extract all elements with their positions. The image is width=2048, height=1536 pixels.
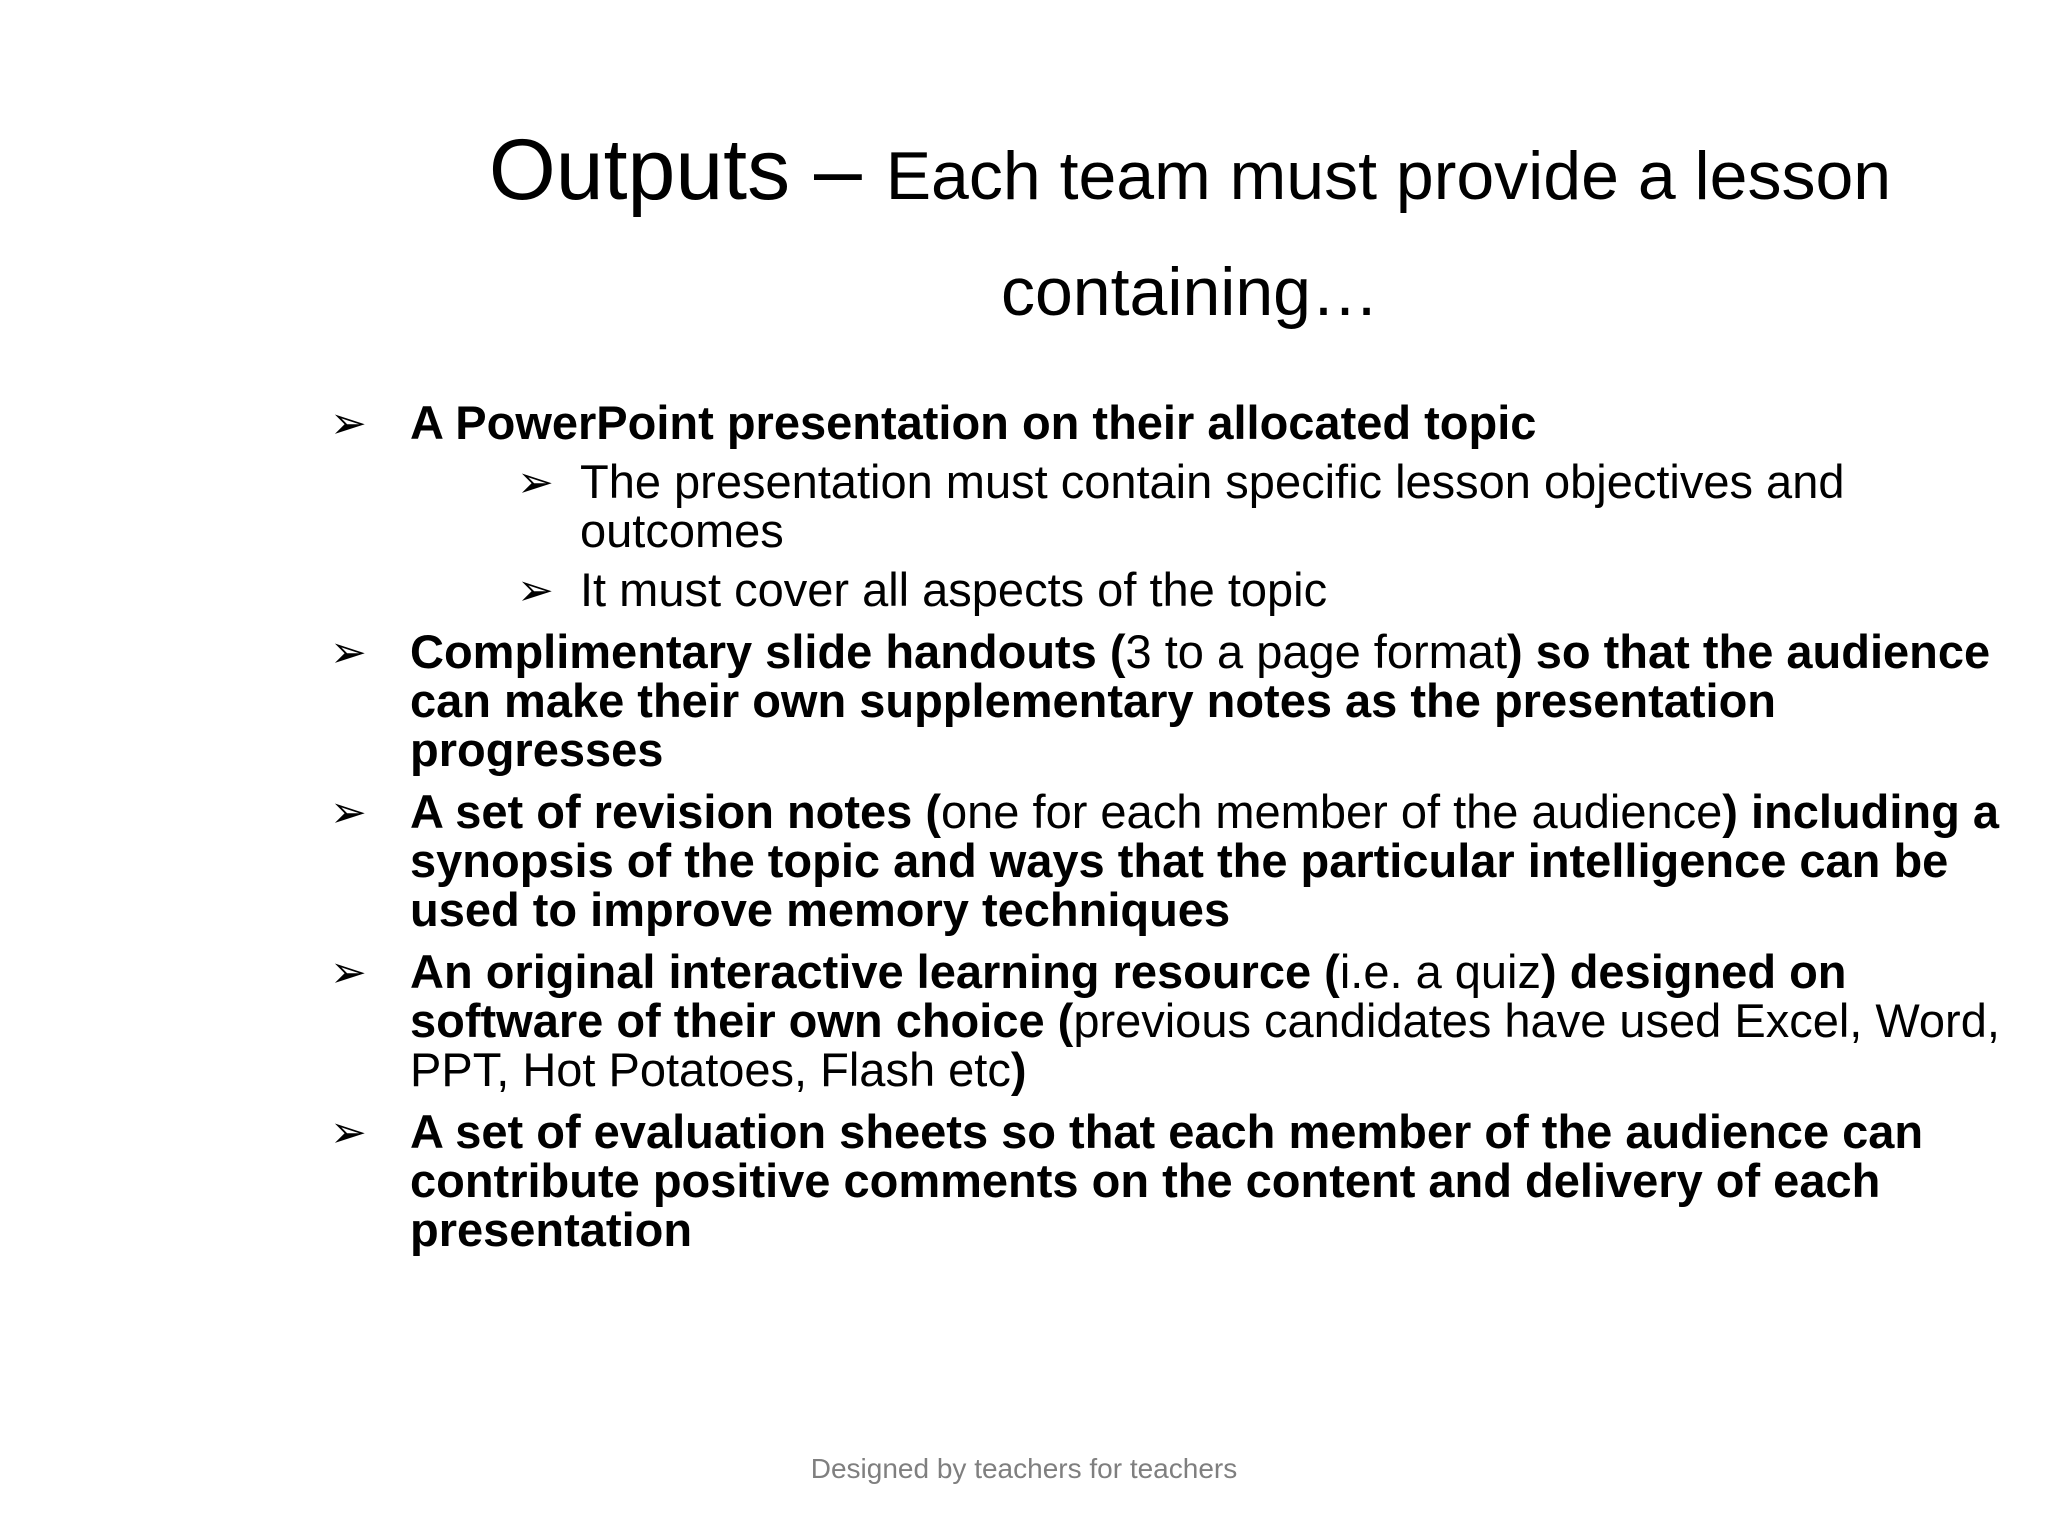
- slide-title: [400, 118, 1980, 356]
- arrow-bullet-icon: ➢: [517, 565, 554, 616]
- bullet-text: Complimentary slide handouts (3 to a page format) so that the audience can make their own supplementary notes as the presentation progresses: [410, 625, 1991, 776]
- sub-bullet-list: [410, 457, 2030, 614]
- sub-bullet-text: The presentation must contain specific lesson objectives and outcomes: [580, 455, 1845, 557]
- bullet-item-evaluation-sheets: [330, 1107, 2030, 1254]
- bullet-item-revision-notes: [330, 787, 2030, 934]
- bullet-text: A PowerPoint presentation on their allocated topic: [410, 396, 1537, 449]
- title-main: Outputs –: [488, 122, 886, 218]
- arrow-bullet-icon: ➢: [330, 627, 367, 678]
- arrow-bullet-icon: ➢: [330, 947, 367, 998]
- bullet-item-learning-resource: [330, 947, 2030, 1094]
- sub-bullet-text: It must cover all aspects of the topic: [580, 563, 1328, 616]
- arrow-bullet-icon: ➢: [517, 457, 554, 508]
- arrow-bullet-icon: ➢: [330, 1107, 367, 1158]
- bullet-text: An original interactive learning resource (i.e. a quiz) designed on software of their own choice (previous candidates have used Excel, Word, PPT, Hot Potatoes, Flash etc): [410, 945, 2000, 1096]
- sub-bullet-coverage: [410, 565, 2030, 614]
- bullet-item-powerpoint: [330, 398, 2030, 614]
- bullet-text: A set of evaluation sheets so that each member of the audience can contribute positive comments on the content and delivery of each presentation: [410, 1105, 1924, 1256]
- sub-bullet-objectives: [410, 457, 2030, 555]
- title-subtitle: Each team must provide a lesson containing…: [885, 138, 1892, 330]
- bullet-list: [330, 398, 2030, 1267]
- bullet-text: A set of revision notes (one for each member of the audience) including a synopsis of the topic and ways that the particular intelligence can be used to improve memory techniques: [410, 785, 2000, 936]
- arrow-bullet-icon: ➢: [330, 787, 367, 838]
- arrow-bullet-icon: ➢: [330, 398, 367, 449]
- bullet-item-handouts: [330, 627, 2030, 774]
- slide-footer: Designed by teachers for teachers: [810, 1453, 1238, 1484]
